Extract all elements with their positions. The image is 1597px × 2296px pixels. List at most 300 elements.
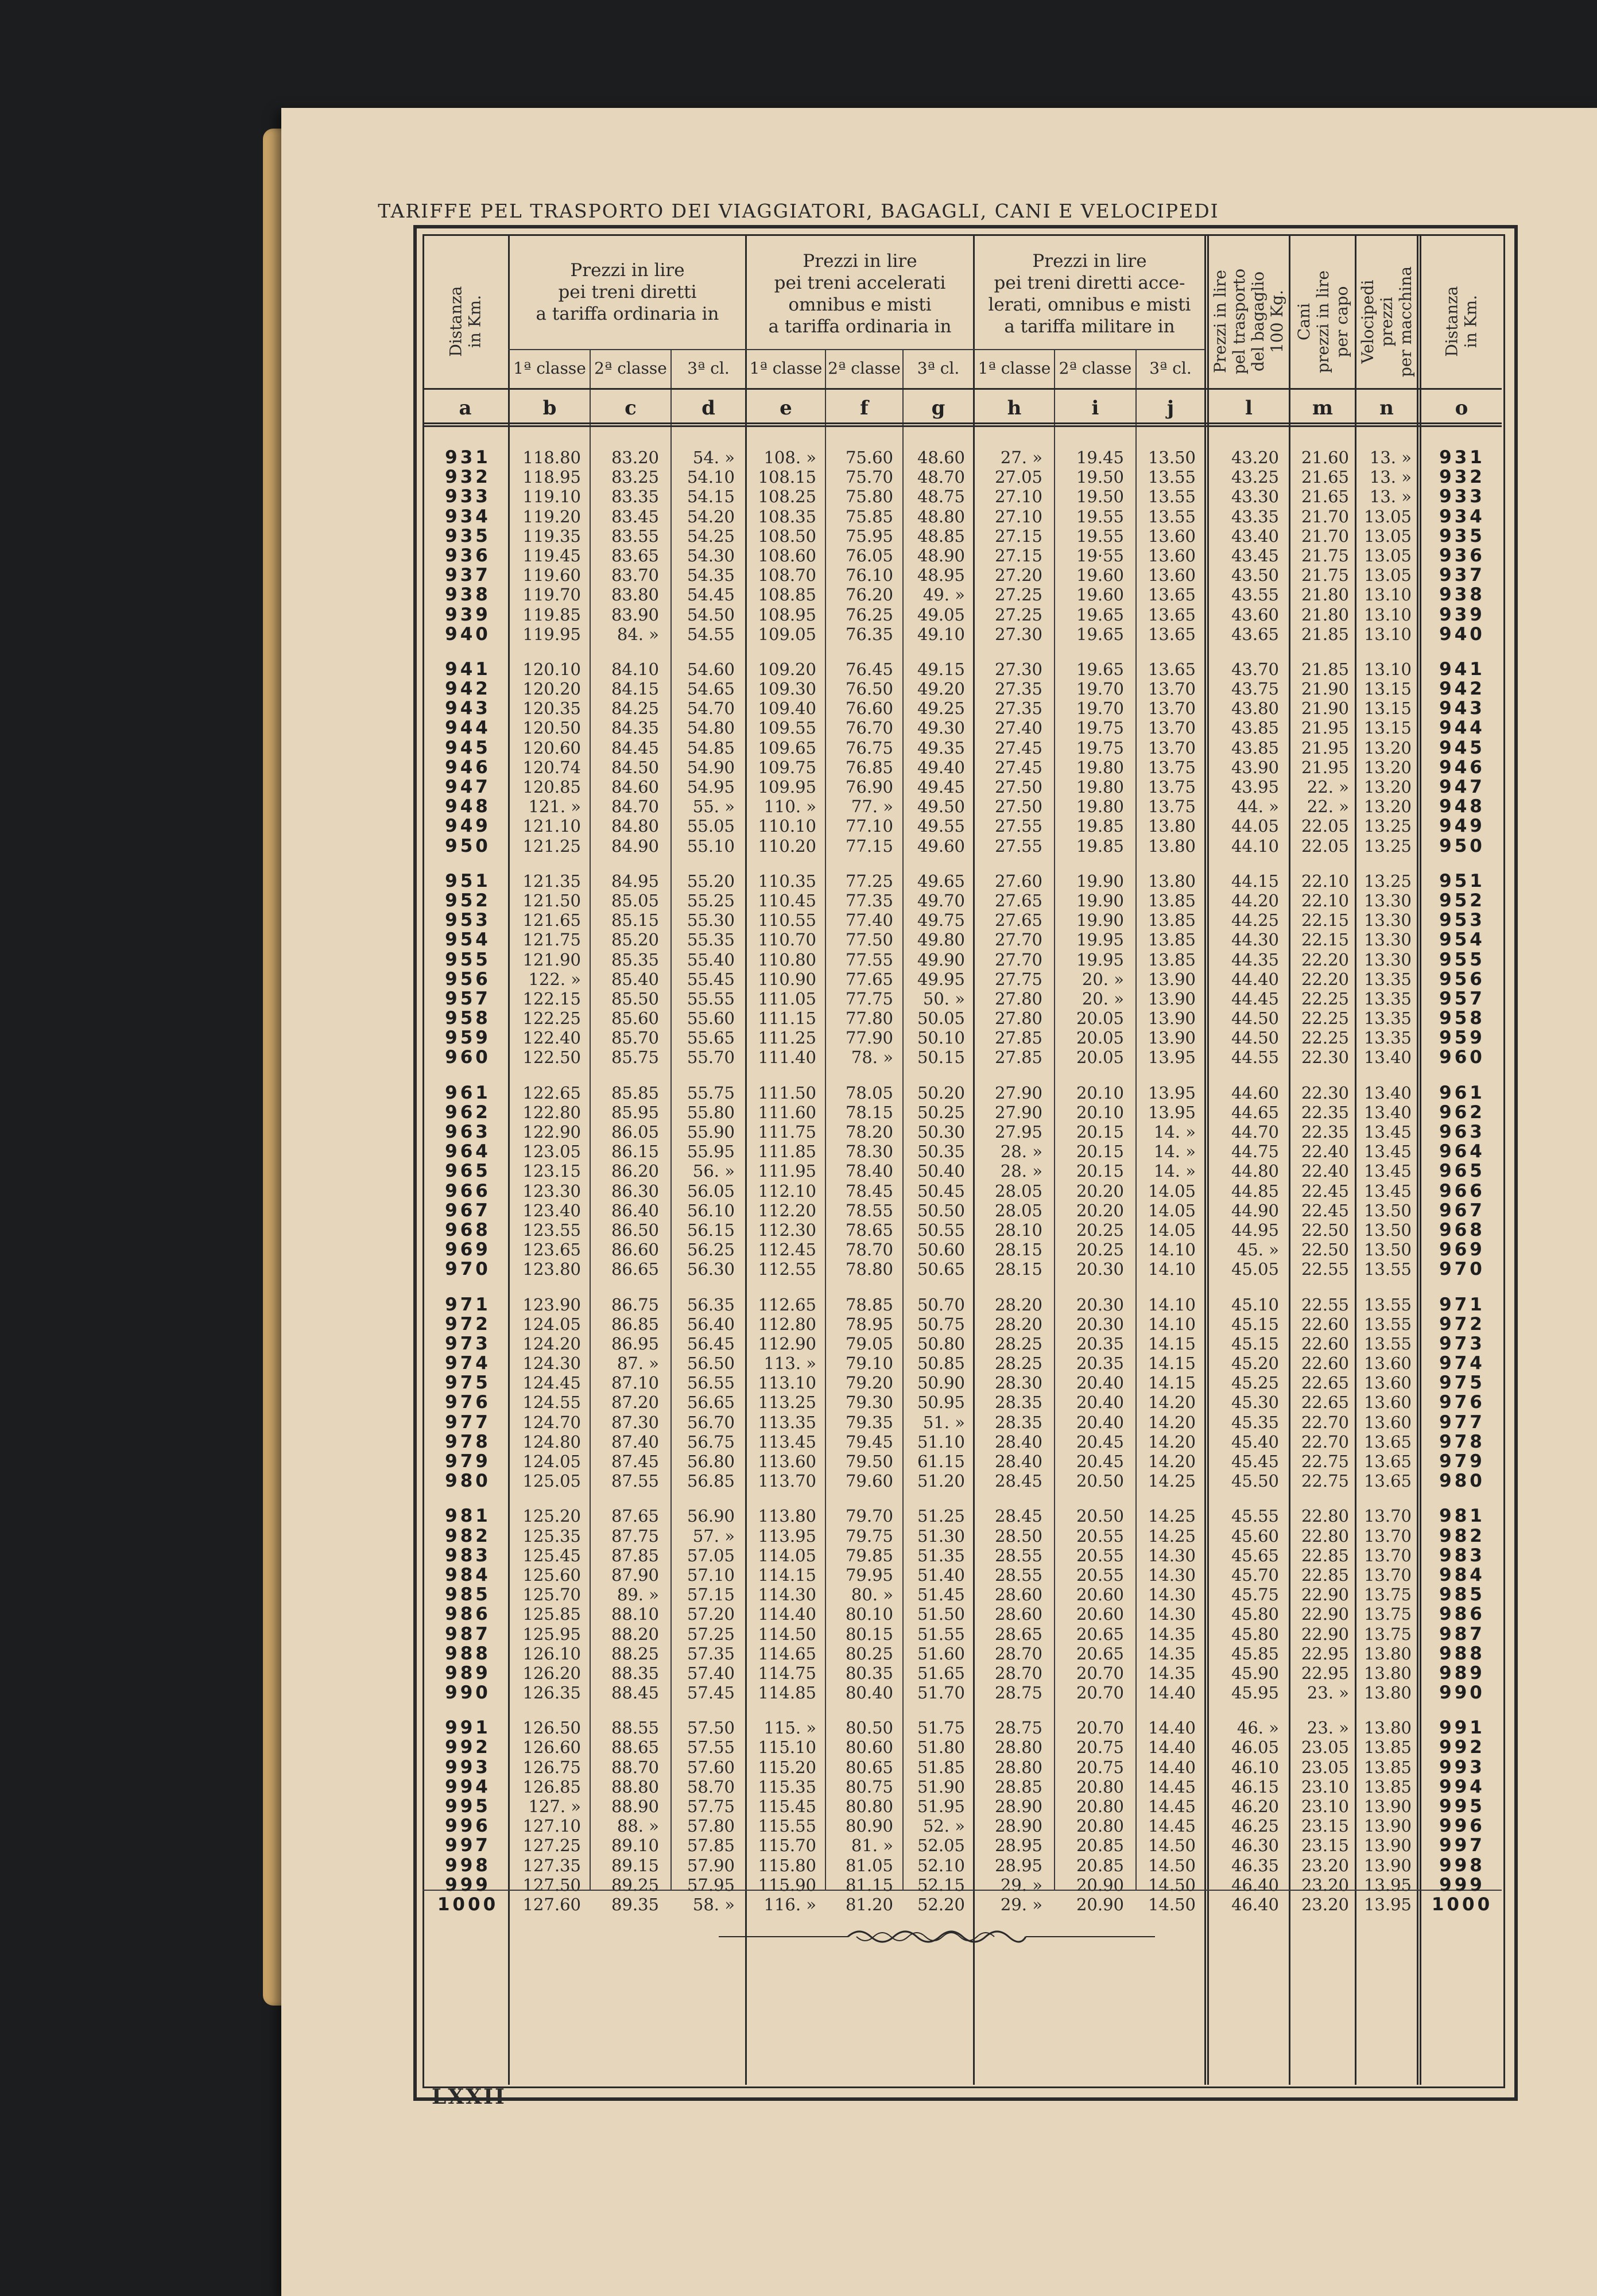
table-cell: 80.50 bbox=[845, 1718, 893, 1738]
table-cell: 22.90 bbox=[1301, 1604, 1349, 1624]
group-gap bbox=[905, 1279, 965, 1295]
table-cell: 973 bbox=[1439, 1333, 1485, 1354]
table-cell: 20.70 bbox=[1076, 1718, 1124, 1738]
column-e-accelerati-1 bbox=[750, 448, 816, 1914]
table-cell: 55.90 bbox=[687, 1122, 735, 1142]
table-cell: 51.80 bbox=[917, 1737, 965, 1758]
table-cell: 111.75 bbox=[758, 1122, 816, 1142]
table-cell: 120.60 bbox=[522, 738, 581, 758]
group-gap bbox=[674, 856, 735, 871]
table-cell: 950 bbox=[1439, 835, 1485, 856]
table-cell: 22.40 bbox=[1301, 1161, 1349, 1181]
table-cell: 958 bbox=[445, 1008, 491, 1029]
table-cell: 968 bbox=[1439, 1219, 1485, 1240]
table-cell: 55.80 bbox=[687, 1102, 735, 1122]
table-cell: 28.90 bbox=[994, 1797, 1042, 1816]
table-cell: 28.95 bbox=[994, 1836, 1042, 1856]
table-cell: 50.55 bbox=[917, 1220, 965, 1240]
table-cell: 119.45 bbox=[522, 545, 581, 565]
table-cell: 22.40 bbox=[1301, 1142, 1349, 1162]
table-cell: 954 bbox=[445, 929, 491, 951]
table-cell: 51.50 bbox=[917, 1604, 965, 1624]
table-cell: 77.80 bbox=[845, 1009, 893, 1029]
table-cell: 56.85 bbox=[687, 1471, 735, 1491]
table-cell: 962 bbox=[1439, 1102, 1485, 1123]
table-cell: 113. » bbox=[763, 1353, 816, 1374]
table-cell: 958 bbox=[1439, 1008, 1485, 1029]
column-letter-g: g bbox=[931, 397, 945, 420]
table-cell: 126.60 bbox=[522, 1737, 581, 1758]
table-cell: 57.10 bbox=[687, 1565, 735, 1585]
group-gap bbox=[1057, 1279, 1124, 1295]
table-cell: 13.15 bbox=[1363, 679, 1412, 699]
table-cell: 14.20 bbox=[1148, 1393, 1196, 1413]
table-cell: 13.95 bbox=[1363, 1875, 1412, 1895]
table-cell: 50.50 bbox=[917, 1200, 965, 1220]
table-cell: 43.45 bbox=[1231, 545, 1279, 565]
table-cell: 54.30 bbox=[687, 545, 735, 565]
group-gap bbox=[1292, 1279, 1349, 1295]
table-cell: 86.85 bbox=[611, 1314, 659, 1334]
table-cell: 50.95 bbox=[917, 1393, 965, 1413]
table-cell: 55.60 bbox=[687, 1009, 735, 1029]
table-cell: 996 bbox=[1439, 1816, 1485, 1837]
table-cell: 115.35 bbox=[758, 1777, 816, 1797]
table-cell: 50.40 bbox=[917, 1161, 965, 1181]
column-letter-l: l bbox=[1245, 397, 1253, 420]
table-cell: 943 bbox=[1439, 698, 1485, 719]
table-cell: 44.75 bbox=[1231, 1142, 1279, 1162]
table-cell: 89.25 bbox=[611, 1875, 659, 1895]
table-cell: 13.70 bbox=[1363, 1545, 1412, 1565]
table-cell: 83.70 bbox=[611, 565, 659, 585]
group-gap bbox=[1358, 856, 1412, 871]
table-cell: 14.40 bbox=[1148, 1683, 1196, 1703]
group-gap bbox=[1138, 644, 1196, 660]
table-cell: 974 bbox=[445, 1353, 491, 1374]
table-cell: 14.45 bbox=[1148, 1777, 1196, 1797]
table-cell: 19.65 bbox=[1076, 604, 1124, 625]
column-f-accelerati-2 bbox=[828, 448, 893, 1914]
table-cell: 14.40 bbox=[1148, 1757, 1196, 1777]
table-cell: 27.10 bbox=[994, 487, 1042, 507]
table-cell: 13.45 bbox=[1363, 1181, 1412, 1201]
table-cell: 20.15 bbox=[1076, 1142, 1124, 1162]
table-cell: 13.70 bbox=[1363, 1565, 1412, 1585]
table-cell: 88.70 bbox=[611, 1757, 659, 1777]
table-cell: 14.30 bbox=[1148, 1565, 1196, 1585]
table-cell: 13.65 bbox=[1363, 1432, 1412, 1452]
table-cell: 20.40 bbox=[1076, 1373, 1124, 1393]
table-cell: 20.45 bbox=[1076, 1432, 1124, 1452]
table-cell: 975 bbox=[1439, 1372, 1485, 1394]
table-cell: 987 bbox=[445, 1623, 491, 1645]
table-cell: 86.95 bbox=[611, 1333, 659, 1353]
table-cell: 83.25 bbox=[611, 467, 659, 487]
table-cell: 80.90 bbox=[845, 1816, 893, 1836]
table-cell: 121.25 bbox=[522, 836, 581, 856]
table-cell: 19.50 bbox=[1076, 487, 1124, 507]
table-cell: 22.30 bbox=[1301, 1048, 1349, 1068]
table-cell: 13.35 bbox=[1363, 988, 1412, 1009]
table-cell: 56.10 bbox=[687, 1200, 735, 1220]
table-cell: 76.60 bbox=[845, 699, 893, 719]
table-cell: 989 bbox=[445, 1662, 491, 1684]
table-cell: 122. » bbox=[528, 969, 581, 989]
table-cell: 19.45 bbox=[1076, 448, 1124, 467]
table-cell: 14.05 bbox=[1148, 1181, 1196, 1201]
table-cell: 52.15 bbox=[917, 1875, 965, 1895]
table-cell: 111.50 bbox=[758, 1083, 816, 1103]
table-cell: 127.35 bbox=[522, 1855, 581, 1875]
table-cell: 991 bbox=[445, 1717, 491, 1739]
table-cell: 27.70 bbox=[994, 930, 1042, 950]
column-letter-o: o bbox=[1455, 397, 1468, 420]
table-cell: 87.75 bbox=[611, 1526, 659, 1546]
table-cell: 45.05 bbox=[1231, 1259, 1279, 1279]
table-cell: 980 bbox=[1439, 1471, 1485, 1492]
table-cell: 81.15 bbox=[845, 1875, 893, 1895]
table-cell: 123.40 bbox=[522, 1200, 581, 1220]
table-cell: 45.20 bbox=[1231, 1353, 1279, 1374]
table-cell: 51.30 bbox=[917, 1526, 965, 1546]
table-cell: 13.30 bbox=[1363, 930, 1412, 950]
table-cell: 49.95 bbox=[917, 969, 965, 989]
column-letter-i: i bbox=[1091, 397, 1099, 420]
table-cell: 87.65 bbox=[611, 1506, 659, 1526]
table-cell: 19·55 bbox=[1076, 545, 1124, 565]
table-cell: 58.70 bbox=[687, 1777, 735, 1797]
table-cell: 13.30 bbox=[1363, 890, 1412, 910]
table-cell: 123.80 bbox=[522, 1259, 581, 1279]
group-gap bbox=[828, 856, 893, 871]
table-cell: 123.65 bbox=[522, 1240, 581, 1260]
table-cell: 119.35 bbox=[522, 526, 581, 546]
table-cell: 13.25 bbox=[1363, 836, 1412, 856]
table-cell: 44.05 bbox=[1231, 816, 1279, 836]
table-cell: 86.65 bbox=[611, 1259, 659, 1279]
table-cell: 966 bbox=[445, 1180, 491, 1201]
table-cell: 27.60 bbox=[994, 871, 1042, 891]
table-cell: 19.80 bbox=[1076, 797, 1124, 817]
table-cell: 21.95 bbox=[1301, 757, 1349, 777]
table-cell: 28.70 bbox=[994, 1643, 1042, 1663]
table-cell: 108.85 bbox=[758, 585, 816, 605]
table-cell: 49.80 bbox=[917, 930, 965, 950]
column-h-militare-1 bbox=[977, 448, 1042, 1914]
table-cell: 43.40 bbox=[1231, 526, 1279, 546]
table-cell: 28.90 bbox=[994, 1816, 1042, 1836]
table-cell: 112.55 bbox=[758, 1259, 816, 1279]
table-cell: 56.80 bbox=[687, 1452, 735, 1471]
table-cell: 935 bbox=[1439, 525, 1485, 546]
table-cell: 88.55 bbox=[611, 1718, 659, 1738]
table-cell: 990 bbox=[1439, 1682, 1485, 1704]
table-cell: 27.85 bbox=[994, 1048, 1042, 1068]
table-cell: 14. » bbox=[1153, 1161, 1196, 1181]
table-cell: 985 bbox=[445, 1584, 491, 1605]
table-cell: 14.10 bbox=[1148, 1314, 1196, 1334]
table-cell: 936 bbox=[1439, 545, 1485, 566]
table-cell: 21.60 bbox=[1301, 448, 1349, 467]
table-cell: 45.35 bbox=[1231, 1412, 1279, 1432]
table-cell: 19.95 bbox=[1076, 949, 1124, 969]
table-cell: 50.85 bbox=[917, 1353, 965, 1374]
table-cell: 19.60 bbox=[1076, 585, 1124, 605]
rule-b-c bbox=[590, 349, 591, 1890]
table-cell: 22.25 bbox=[1301, 988, 1349, 1009]
group-gap bbox=[1057, 644, 1124, 660]
group-gap bbox=[1057, 1702, 1124, 1718]
table-cell: 57.80 bbox=[687, 1816, 735, 1836]
table-cell: 55.70 bbox=[687, 1048, 735, 1068]
table-cell: 115.20 bbox=[758, 1757, 816, 1777]
table-cell: 124.20 bbox=[522, 1333, 581, 1353]
table-cell: 20.35 bbox=[1076, 1353, 1124, 1374]
table-cell: 45.90 bbox=[1231, 1663, 1279, 1683]
table-cell: 54. » bbox=[692, 448, 735, 467]
table-cell: 51.90 bbox=[917, 1777, 965, 1797]
table-cell: 127.50 bbox=[522, 1875, 581, 1895]
table-cell: 999 bbox=[445, 1874, 491, 1895]
table-cell: 14.25 bbox=[1148, 1526, 1196, 1546]
table-cell: 55.45 bbox=[687, 969, 735, 989]
table-cell: 14.35 bbox=[1148, 1624, 1196, 1644]
table-cell: 56.45 bbox=[687, 1333, 735, 1353]
table-cell: 27.15 bbox=[994, 545, 1042, 565]
table-cell: 43.85 bbox=[1231, 738, 1279, 758]
table-cell: 20.60 bbox=[1076, 1604, 1124, 1624]
table-cell: 43.25 bbox=[1231, 467, 1279, 487]
table-cell: 22.70 bbox=[1301, 1412, 1349, 1432]
table-cell: 27.25 bbox=[994, 604, 1042, 625]
table-cell: 28.15 bbox=[994, 1240, 1042, 1260]
table-cell: 54.90 bbox=[687, 757, 735, 777]
table-cell: 13.70 bbox=[1148, 738, 1196, 758]
table-cell: 986 bbox=[1439, 1604, 1485, 1625]
table-cell: 44.95 bbox=[1231, 1220, 1279, 1240]
column-letter-c: c bbox=[625, 397, 637, 420]
table-cell: 14.15 bbox=[1148, 1353, 1196, 1374]
table-cell: 13.90 bbox=[1363, 1836, 1412, 1856]
table-cell: 14.05 bbox=[1148, 1200, 1196, 1220]
table-cell: 22.85 bbox=[1301, 1565, 1349, 1585]
table-cell: 110.35 bbox=[758, 871, 816, 891]
column-c-diretti-2 bbox=[592, 448, 659, 1914]
table-cell: 982 bbox=[1439, 1525, 1485, 1546]
table-cell: 981 bbox=[1439, 1506, 1485, 1527]
table-cell: 13.60 bbox=[1363, 1373, 1412, 1393]
table-cell: 14.15 bbox=[1148, 1333, 1196, 1353]
table-cell: 13.55 bbox=[1363, 1314, 1412, 1334]
table-cell: 945 bbox=[445, 737, 491, 758]
table-cell: 27.50 bbox=[994, 797, 1042, 817]
table-cell: 931 bbox=[1439, 447, 1485, 468]
table-cell: 977 bbox=[445, 1411, 491, 1433]
table-cell: 20.55 bbox=[1076, 1526, 1124, 1546]
group-gap bbox=[1211, 856, 1279, 871]
table-cell: 110.20 bbox=[758, 836, 816, 856]
column-n-velocipedi bbox=[1358, 448, 1412, 1914]
table-cell: 88.90 bbox=[611, 1797, 659, 1816]
table-cell: 22.75 bbox=[1301, 1471, 1349, 1491]
table-cell: 110.45 bbox=[758, 890, 816, 910]
class-label-f: 2ª classe bbox=[828, 359, 901, 378]
table-cell: 28.85 bbox=[994, 1777, 1042, 1797]
table-cell: 941 bbox=[445, 658, 491, 680]
table-cell: 22.70 bbox=[1301, 1432, 1349, 1452]
table-cell: 22.95 bbox=[1301, 1663, 1349, 1683]
table-cell: 967 bbox=[445, 1200, 491, 1221]
table-cell: 28.55 bbox=[994, 1545, 1042, 1565]
table-cell: 49.15 bbox=[917, 659, 965, 679]
table-cell: 940 bbox=[1439, 623, 1485, 645]
table-cell: 20.70 bbox=[1076, 1683, 1124, 1703]
table-cell: 14.20 bbox=[1148, 1452, 1196, 1471]
table-cell: 22.15 bbox=[1301, 910, 1349, 930]
table-cell: 22.95 bbox=[1301, 1643, 1349, 1663]
table-cell: 115.90 bbox=[758, 1875, 816, 1895]
table-cell: 86.15 bbox=[611, 1142, 659, 1162]
table-cell: 51.10 bbox=[917, 1432, 965, 1452]
table-cell: 43.35 bbox=[1231, 506, 1279, 526]
table-cell: 20.65 bbox=[1076, 1624, 1124, 1644]
table-cell: 977 bbox=[1439, 1411, 1485, 1433]
table-cell: 55.05 bbox=[687, 816, 735, 836]
table-cell: 19.60 bbox=[1076, 565, 1124, 585]
group-gap bbox=[592, 1702, 659, 1718]
table-cell: 88.45 bbox=[611, 1683, 659, 1703]
table-cell: 13.55 bbox=[1363, 1333, 1412, 1353]
table-cell: 949 bbox=[445, 816, 491, 837]
table-cell: 27.05 bbox=[994, 467, 1042, 487]
table-cell: 79.10 bbox=[845, 1353, 893, 1374]
table-cell: 114.85 bbox=[758, 1683, 816, 1703]
table-cell: 51.25 bbox=[917, 1506, 965, 1526]
table-cell: 51.85 bbox=[917, 1757, 965, 1777]
table-cell: 14.10 bbox=[1148, 1259, 1196, 1279]
rule-after-bagaglio bbox=[1289, 234, 1290, 2085]
table-cell: 126.10 bbox=[522, 1643, 581, 1663]
group-gap bbox=[905, 856, 965, 871]
table-cell: 13.55 bbox=[1363, 1294, 1412, 1314]
table-cell: 124.70 bbox=[522, 1412, 581, 1432]
table-cell: 44.10 bbox=[1231, 836, 1279, 856]
column-g-accelerati-3 bbox=[905, 448, 965, 1914]
table-cell: 45.45 bbox=[1231, 1452, 1279, 1471]
table-cell: 110.80 bbox=[758, 949, 816, 969]
table-cell: 54.15 bbox=[687, 487, 735, 507]
table-cell: 22.35 bbox=[1301, 1122, 1349, 1142]
column-distance-left bbox=[434, 448, 502, 1914]
table-cell: 935 bbox=[445, 525, 491, 546]
table-cell: 965 bbox=[1439, 1161, 1485, 1182]
table-cell: 121.35 bbox=[522, 871, 581, 891]
table-cell: 122.15 bbox=[522, 988, 581, 1009]
table-cell: 124.45 bbox=[522, 1373, 581, 1393]
table-cell: 27.55 bbox=[994, 836, 1042, 856]
table-cell: 57.95 bbox=[687, 1875, 735, 1895]
group-gap bbox=[750, 1279, 816, 1295]
table-cell: 957 bbox=[445, 988, 491, 1009]
table-cell: 959 bbox=[1439, 1027, 1485, 1049]
table-cell: 28.75 bbox=[994, 1718, 1042, 1738]
table-cell: 14.30 bbox=[1148, 1604, 1196, 1624]
table-cell: 114.30 bbox=[758, 1585, 816, 1605]
table-cell: 20.30 bbox=[1076, 1294, 1124, 1314]
table-cell: 22.50 bbox=[1301, 1240, 1349, 1260]
table-cell: 994 bbox=[445, 1776, 491, 1797]
table-cell: 28.40 bbox=[994, 1432, 1042, 1452]
table-cell: 85.50 bbox=[611, 988, 659, 1009]
table-cell: 54.80 bbox=[687, 718, 735, 738]
table-cell: 938 bbox=[1439, 584, 1485, 606]
table-cell: 124.80 bbox=[522, 1432, 581, 1452]
table-cell: 13.65 bbox=[1148, 585, 1196, 605]
table-cell: 43.90 bbox=[1231, 757, 1279, 777]
table-cell: 89.35 bbox=[611, 1894, 659, 1914]
table-cell: 84.50 bbox=[611, 757, 659, 777]
table-cell: 13.65 bbox=[1148, 624, 1196, 644]
table-cell: 126.85 bbox=[522, 1777, 581, 1797]
table-cell: 52. » bbox=[922, 1816, 965, 1836]
table-cell: 85.85 bbox=[611, 1083, 659, 1103]
table-cell: 88.80 bbox=[611, 1777, 659, 1797]
table-cell: 27.80 bbox=[994, 988, 1042, 1009]
table-cell: 123.15 bbox=[522, 1161, 581, 1181]
table-cell: 43.85 bbox=[1231, 718, 1279, 738]
table-cell: 44.50 bbox=[1231, 1009, 1279, 1029]
column-letter-a: a bbox=[459, 397, 472, 420]
group-gap bbox=[1426, 644, 1498, 660]
table-cell: 13.65 bbox=[1148, 604, 1196, 625]
table-cell: 29. » bbox=[1000, 1894, 1042, 1914]
table-cell: 81. » bbox=[851, 1836, 893, 1856]
table-cell: 77.10 bbox=[845, 816, 893, 836]
table-cell: 20.75 bbox=[1076, 1757, 1124, 1777]
table-cell: 125.95 bbox=[522, 1624, 581, 1644]
group-gap bbox=[1057, 1491, 1124, 1506]
table-cell: 77.35 bbox=[845, 890, 893, 910]
group-gap bbox=[592, 1491, 659, 1506]
table-cell: 957 bbox=[1439, 988, 1485, 1009]
table-cell: 13.95 bbox=[1363, 1894, 1412, 1914]
table-cell: 79.35 bbox=[845, 1412, 893, 1432]
table-cell: 28.50 bbox=[994, 1526, 1042, 1546]
table-cell: 44.65 bbox=[1231, 1102, 1279, 1122]
table-cell: 952 bbox=[1439, 890, 1485, 911]
table-cell: 111.15 bbox=[758, 1009, 816, 1029]
table-cell: 14. » bbox=[1153, 1122, 1196, 1142]
table-cell: 77.90 bbox=[845, 1028, 893, 1048]
group-gap bbox=[434, 856, 502, 871]
table-cell: 113.45 bbox=[758, 1432, 816, 1452]
table-cell: 86.60 bbox=[611, 1240, 659, 1260]
table-cell: 13.70 bbox=[1363, 1506, 1412, 1526]
table-cell: 119.95 bbox=[522, 624, 581, 644]
table-cell: 125.85 bbox=[522, 1604, 581, 1624]
table-cell: 953 bbox=[1439, 910, 1485, 931]
table-cell: 50.70 bbox=[917, 1294, 965, 1314]
table-cell: 112.90 bbox=[758, 1333, 816, 1353]
table-cell: 1000 bbox=[437, 1894, 499, 1915]
group-gap bbox=[592, 1068, 659, 1083]
table-cell: 968 bbox=[445, 1219, 491, 1240]
table-cell: 28.35 bbox=[994, 1393, 1042, 1413]
table-cell: 57.55 bbox=[687, 1737, 735, 1758]
table-cell: 13.70 bbox=[1148, 699, 1196, 719]
table-cell: 967 bbox=[1439, 1200, 1485, 1221]
